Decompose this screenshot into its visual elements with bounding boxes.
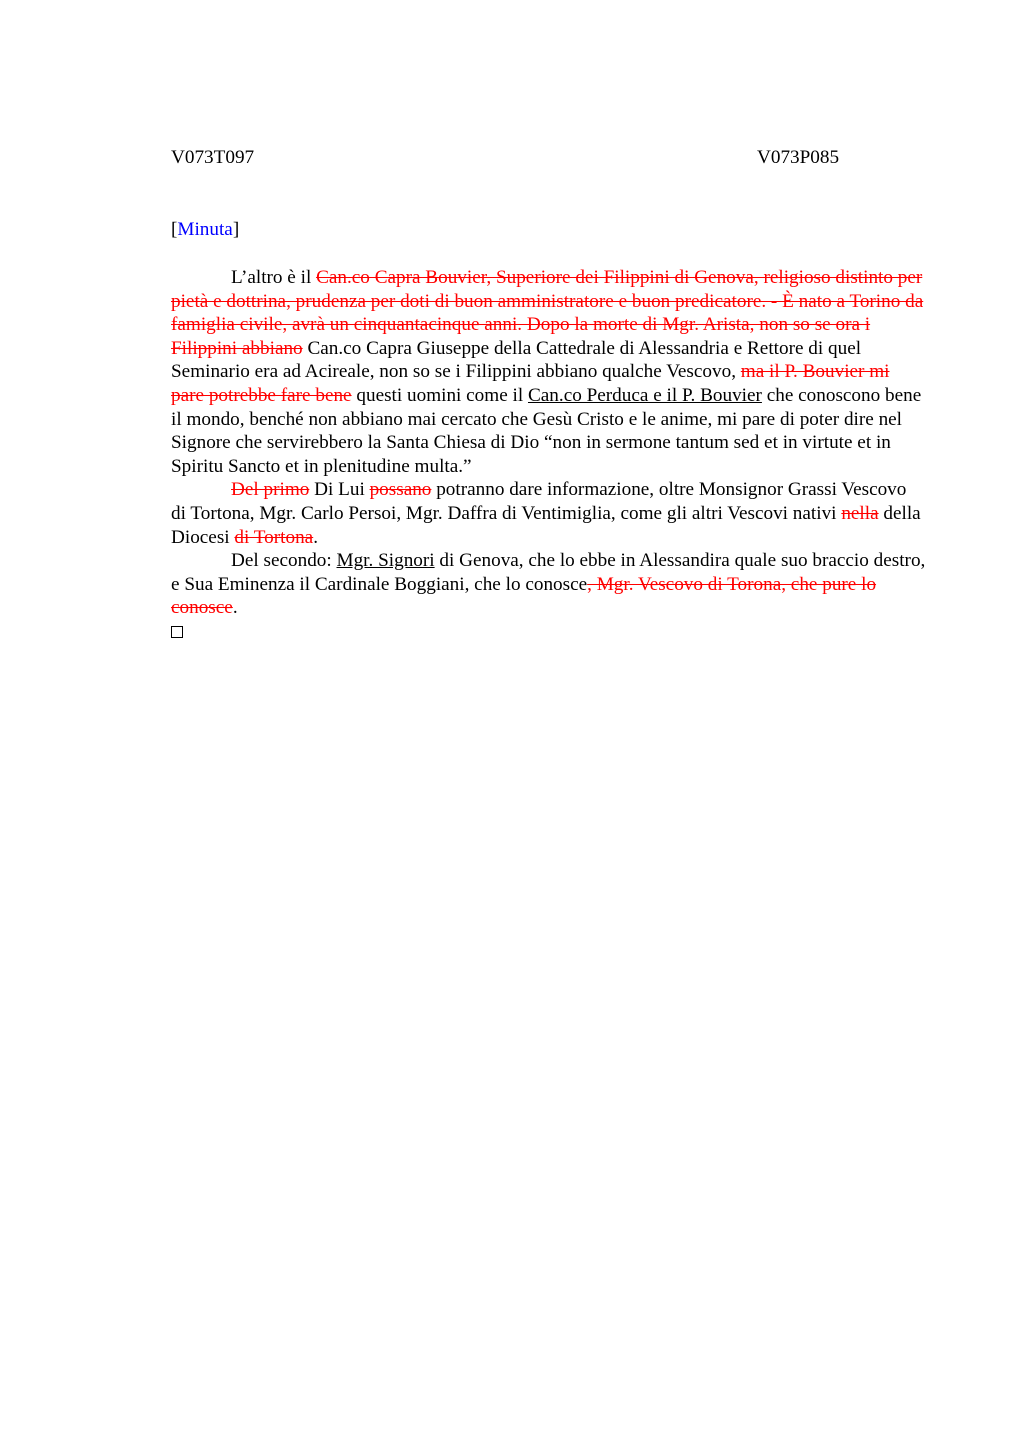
- underlined-text: Mgr. Signori: [336, 550, 435, 572]
- text-segment: Del secondo:: [231, 550, 337, 572]
- deleted-text: di Tortona: [234, 526, 314, 548]
- label-close-bracket: ]: [232, 219, 240, 240]
- text-segment: Can.co Capra Giuseppe della Cattedrale di Alessandria e Rettore di quel Seminario era ad Acireale, non so se i Filippini abbiano qualche Vescovo,: [171, 337, 862, 383]
- text-segment: che conoscono bene il mondo, benché non abbiano mai cercato che Gesù Cristo e le anime, mi pare di poter dire nel Signore che servirebbero la Santa Chiesa di Dio “non in sermone tantum sed et in virtute et in Spiritu Sancto et in plenitudine multa.”: [171, 384, 922, 477]
- text-segment: .: [232, 597, 238, 619]
- deleted-text: Del primo: [231, 479, 310, 501]
- text-segment: .: [313, 526, 318, 548]
- deleted-text: Can.co Capra Bouvier, Superiore dei Filippini di Genova, religioso distinto per pietà e dottrina, prudenza per doti di buon amministratore e buon predicatore. - È nato a Torino da famiglia civile, avrà un cinquantacinque anni. Dopo la morte di Mgr. Arista, non so se ora i Filippini abbiano: [171, 267, 924, 359]
- underlined-text: Can.co Perduca e il P. Bouvier: [527, 384, 762, 406]
- paragraph: [171, 549, 926, 620]
- deleted-text: nella: [841, 502, 879, 524]
- minuta-label: [171, 218, 926, 242]
- paragraph: [171, 266, 926, 478]
- deleted-text: possano: [369, 479, 432, 501]
- text-segment: della Diocesi: [171, 502, 921, 548]
- volume-code-right: V073P085: [757, 147, 840, 168]
- letter-body: [171, 266, 926, 620]
- text-segment: potranno dare informazione, oltre Monsignor Grassi Vescovo di Tortona, Mgr. Carlo Persoi, Mgr. Daffra di Ventimiglia, come gli altri Vescovi nativi: [171, 479, 907, 524]
- deleted-text: , Mgr. Vescovo di Torona, che pure lo conosce: [171, 573, 877, 619]
- label-text: Minuta: [177, 219, 233, 240]
- paragraph: [171, 478, 926, 549]
- label-open-bracket: [: [171, 219, 178, 240]
- text-segment: questi uomini come il: [351, 384, 528, 406]
- document-header: [171, 146, 926, 170]
- text-segment: Di Lui: [309, 479, 370, 501]
- volume-code-left: V073T097: [171, 147, 255, 168]
- deleted-text: ma il P. Bouvier mi pare potrebbe fare bene: [171, 361, 890, 406]
- document-page: [171, 146, 926, 638]
- square-outline-icon: [171, 626, 183, 638]
- text-segment: L’altro è il: [231, 267, 317, 288]
- text-segment: di Genova, che lo ebbe in Alessandira quale suo braccio destro, e Sua Eminenza il Cardinale Boggiani, che lo conosce: [171, 550, 926, 595]
